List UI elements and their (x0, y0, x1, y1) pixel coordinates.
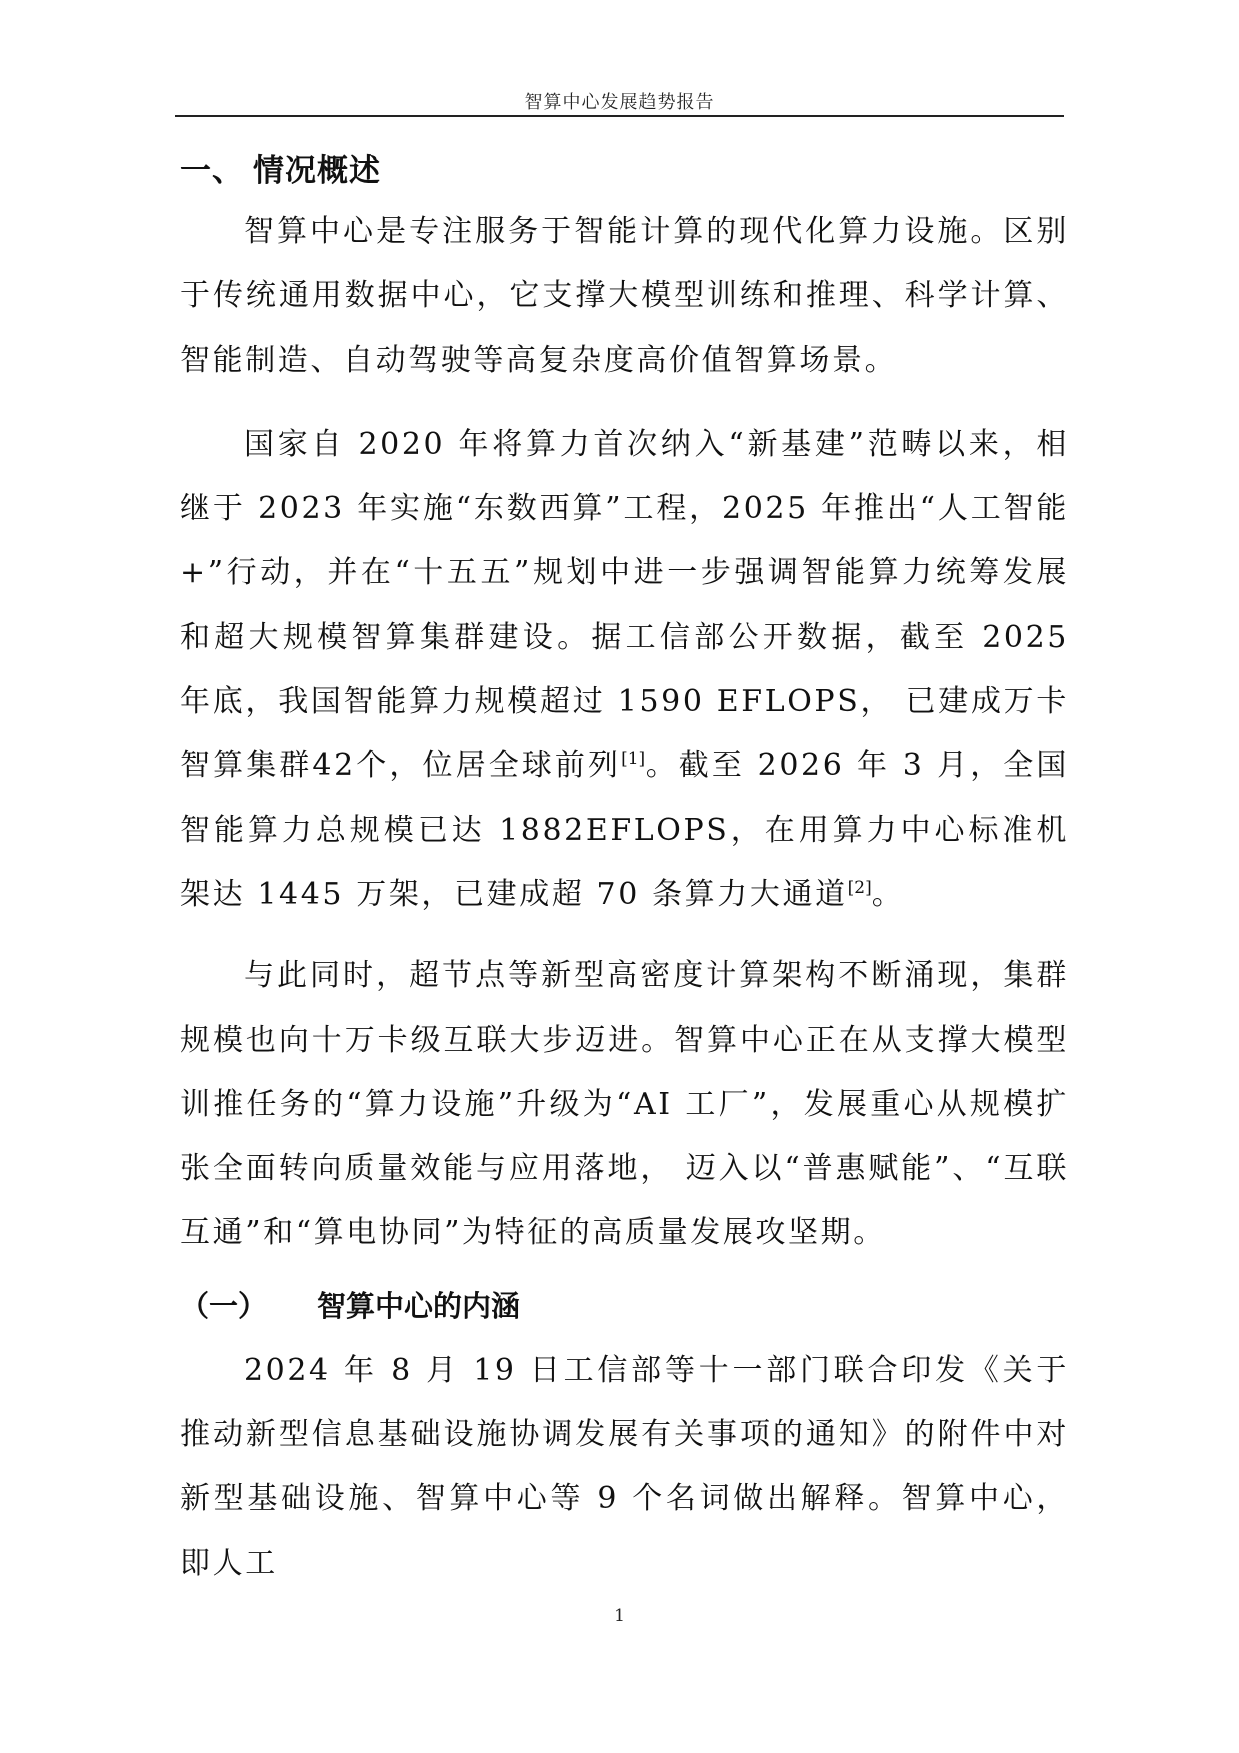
subsection-title: 智算中心的内涵 (317, 1288, 521, 1323)
section-title: 情况概述 (253, 153, 381, 189)
page-content (180, 142, 1069, 1596)
paragraph-policy-text-3: 。 (871, 876, 905, 912)
citation-ref-1: [1] (621, 749, 646, 770)
citation-ref-2: [2] (847, 877, 872, 898)
paragraph-intro: 智算中心是专注服务于智能计算的现代化算力设施。区别于传统通用数据中心，它支撑大模型训练和推理、科学计算、智能制造、自动驾驶等高复杂度高价值智算场景。 (180, 214, 1069, 378)
subsection-heading (180, 1277, 1069, 1335)
page-number: 1 (614, 1606, 625, 1626)
paragraph-policy-text-2: 。截至 2026 年 3 月，全国智能算力总规模已达 1882EFLOPS，在用算力中心标准机架达 1445 万架，已建成超 70 条算力大通道 (180, 748, 1070, 912)
section-heading (180, 142, 1069, 200)
section-number: 一、 (180, 153, 244, 189)
paragraph-definition: 2024 年 8 月 19 日工信部等十一部门联合印发《关于推动新型信息基础设施协调发展有关事项的通知》的附件中对新型基础设施、智算中心等 9 个名词做出解释。智算中心，即人工 (180, 1352, 1069, 1581)
running-header: 智算中心发展趋势报告 (524, 92, 715, 113)
subsection-number: （一） (180, 1288, 268, 1323)
paragraph-policy (180, 413, 1069, 927)
header-rule (175, 115, 1064, 117)
paragraph-trend: 与此同时，超节点等新型高密度计算架构不断涌现，集群规模也向十万卡级互联大步迈进。智算中心正在从支撑大模型训推任务的“算力设施”升级为“AI 工厂”，发展重心从规模扩张全面转向质量效能与应用落地， 迈入以“普惠赋能”、“互联互通”和“算电协同”为特征的高质量发展攻坚期。 (180, 958, 1069, 1251)
paragraph-policy-text-1: 国家自 2020 年将算力首次纳入“新基建”范畴以来，相继于 2023 年实施“东数西算”工程，2025 年推出“人工智能+”行动，并在“十五五”规划中进一步强调智能算力统筹发展和超大规模智算集群建设。据工信部公开数据，截至 2025 年底，我国智能算力规模超过 1590 EFLOPS， 已建成万卡智算集群42个，位居全球前列 (180, 426, 1069, 784)
